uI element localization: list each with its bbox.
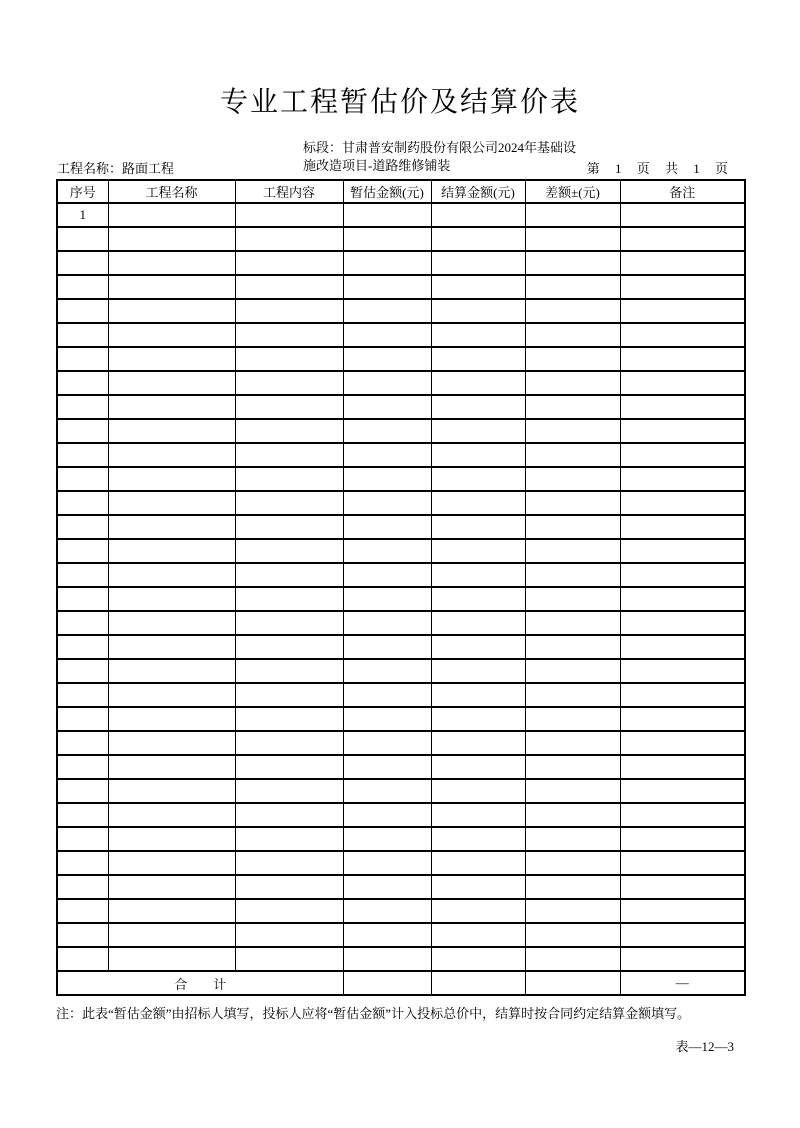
table-cell (525, 755, 620, 779)
table-row (57, 587, 745, 611)
table-row (57, 203, 745, 227)
table-row (57, 443, 745, 467)
table-cell (343, 923, 431, 947)
table-cell (525, 227, 620, 251)
table-cell (525, 491, 620, 515)
table-cell (620, 587, 745, 611)
table-cell (431, 779, 525, 803)
page-indicator-word: 共 (664, 161, 678, 176)
header-meta (56, 139, 744, 179)
table-cell (525, 875, 620, 899)
table-cell (525, 251, 620, 275)
table-cell (108, 923, 235, 947)
total-remark-cell: — (620, 971, 745, 995)
table-row (57, 251, 745, 275)
table-cell (525, 275, 620, 299)
footnote: 注：此表“暂估金额”由招标人填写，投标人应将“暂估金额”计入投标总价中，结算时按合同约定结算金额填写。 (56, 1006, 691, 1021)
table-cell (620, 731, 745, 755)
cell-serial (57, 419, 108, 443)
table-row (57, 899, 745, 923)
table-cell (620, 371, 745, 395)
table-cell (343, 491, 431, 515)
table-cell (235, 827, 343, 851)
table-row (57, 491, 745, 515)
table-cell (525, 683, 620, 707)
col-header-project-name: 工程名称 (108, 180, 235, 203)
table-cell (343, 611, 431, 635)
cell-serial (57, 827, 108, 851)
table-cell (431, 347, 525, 371)
table-cell (620, 419, 745, 443)
cell-serial (57, 803, 108, 827)
table-cell (620, 827, 745, 851)
table-cell (431, 467, 525, 491)
table-cell (108, 851, 235, 875)
table-cell (343, 707, 431, 731)
cell-serial (57, 347, 108, 371)
cell-serial (57, 611, 108, 635)
cell-serial (57, 227, 108, 251)
cell-serial (57, 371, 108, 395)
table-cell (343, 203, 431, 227)
table-cell (525, 635, 620, 659)
page-total: 1 (693, 161, 700, 176)
table-cell (620, 539, 745, 563)
table-cell (620, 491, 745, 515)
estimate-table (56, 179, 746, 996)
table-cell (343, 299, 431, 323)
table-cell (108, 563, 235, 587)
table-cell (525, 347, 620, 371)
table-cell (525, 563, 620, 587)
table-cell (235, 659, 343, 683)
table-cell (431, 683, 525, 707)
table-cell (431, 539, 525, 563)
cell-serial (57, 635, 108, 659)
table-cell (108, 371, 235, 395)
table-cell (343, 515, 431, 539)
table-row (57, 347, 745, 371)
project-name (57, 160, 174, 178)
table-cell (235, 227, 343, 251)
table-cell (235, 563, 343, 587)
cell-serial (57, 395, 108, 419)
table-cell (108, 683, 235, 707)
cell-serial (57, 683, 108, 707)
col-header-serial: 序号 (57, 180, 108, 203)
table-cell (235, 323, 343, 347)
col-header-difference: 差额±(元) (525, 180, 620, 203)
table-cell (620, 779, 745, 803)
table-cell (343, 635, 431, 659)
table-cell (431, 443, 525, 467)
table-cell (525, 851, 620, 875)
table-cell (431, 611, 525, 635)
table-cell (431, 755, 525, 779)
table-cell (108, 491, 235, 515)
table-cell (620, 299, 745, 323)
table-cell (620, 923, 745, 947)
table-cell (108, 419, 235, 443)
cell-serial (57, 755, 108, 779)
table-cell (108, 467, 235, 491)
table-row (57, 275, 745, 299)
table-cell (343, 347, 431, 371)
table-cell (235, 683, 343, 707)
table-cell (108, 947, 235, 971)
cell-serial (57, 587, 108, 611)
table-cell (108, 539, 235, 563)
table-cell (431, 203, 525, 227)
cell-serial (57, 707, 108, 731)
table-row (57, 539, 745, 563)
table-cell (525, 611, 620, 635)
table-cell (343, 419, 431, 443)
table-cell (431, 899, 525, 923)
table-cell (620, 659, 745, 683)
col-header-work-content: 工程内容 (235, 180, 343, 203)
table-cell (343, 443, 431, 467)
table-cell (343, 323, 431, 347)
table-cell (343, 779, 431, 803)
table-cell (525, 947, 620, 971)
table-cell (343, 803, 431, 827)
table-row (57, 875, 745, 899)
table-cell (108, 827, 235, 851)
table-cell (431, 275, 525, 299)
table-cell (431, 659, 525, 683)
table-row (57, 227, 745, 251)
table-cell (431, 827, 525, 851)
table-cell (108, 443, 235, 467)
table-cell (235, 419, 343, 443)
table-cell (343, 467, 431, 491)
table-cell (235, 875, 343, 899)
table-cell (431, 803, 525, 827)
project-name-value: 路面工程 (122, 161, 175, 176)
table-row (57, 683, 745, 707)
table-cell (235, 491, 343, 515)
table-row (57, 419, 745, 443)
table-cell (235, 203, 343, 227)
table-row (57, 563, 745, 587)
col-header-remark: 备注 (620, 180, 745, 203)
table-cell (431, 323, 525, 347)
table-cell (343, 227, 431, 251)
col-header-estimate-amount: 暂估金额(元) (343, 180, 431, 203)
table-cell (108, 779, 235, 803)
project-name-label: 工程名称： (57, 161, 123, 176)
total-settlement-cell (431, 971, 525, 995)
table-cell (620, 803, 745, 827)
cell-serial (57, 731, 108, 755)
table-cell (235, 803, 343, 827)
table-cell (525, 323, 620, 347)
col-header-settlement-amount: 结算金额(元) (431, 180, 525, 203)
table-row (57, 803, 745, 827)
table-cell (525, 539, 620, 563)
table-cell (431, 923, 525, 947)
table-cell (620, 467, 745, 491)
table-cell (620, 851, 745, 875)
cell-serial (57, 467, 108, 491)
table-cell (235, 755, 343, 779)
table-cell (343, 563, 431, 587)
table-cell (235, 395, 343, 419)
table-row (57, 827, 745, 851)
table-cell (343, 947, 431, 971)
table-cell (431, 947, 525, 971)
page-indicator-word: 页 (636, 161, 650, 176)
table-cell (108, 323, 235, 347)
table-cell (235, 251, 343, 275)
table-cell (108, 251, 235, 275)
cell-serial (57, 923, 108, 947)
table-cell (108, 755, 235, 779)
table-row (57, 299, 745, 323)
cell-serial (57, 323, 108, 347)
total-estimate-cell (343, 971, 431, 995)
table-cell (525, 899, 620, 923)
table-cell (620, 251, 745, 275)
cell-serial (57, 947, 108, 971)
table-cell (343, 251, 431, 275)
table-cell (620, 323, 745, 347)
page-indicator-word: 页 (714, 161, 728, 176)
table-cell (620, 611, 745, 635)
table-cell (235, 635, 343, 659)
table-body (57, 203, 745, 971)
table-cell (343, 851, 431, 875)
table-cell (343, 683, 431, 707)
table-row (57, 755, 745, 779)
cell-serial (57, 899, 108, 923)
cell-serial (57, 299, 108, 323)
cell-serial (57, 251, 108, 275)
table-cell (343, 275, 431, 299)
table-row (57, 323, 745, 347)
table-row (57, 611, 745, 635)
table-cell (235, 899, 343, 923)
table-cell (343, 899, 431, 923)
cell-serial (57, 443, 108, 467)
table-cell (235, 371, 343, 395)
table-cell (108, 227, 235, 251)
header-row (57, 180, 745, 203)
table-cell (525, 371, 620, 395)
table-cell (525, 299, 620, 323)
cell-serial (57, 275, 108, 299)
table-cell (525, 827, 620, 851)
table-row (57, 395, 745, 419)
table-cell (108, 587, 235, 611)
table-row (57, 779, 745, 803)
table-cell (431, 707, 525, 731)
table-cell (525, 203, 620, 227)
cell-serial (57, 491, 108, 515)
cell-serial: 1 (57, 203, 108, 227)
table-cell (343, 539, 431, 563)
table-row (57, 923, 745, 947)
table-cell (431, 515, 525, 539)
table-cell (620, 515, 745, 539)
cell-serial (57, 539, 108, 563)
form-title: 专业工程暂估价及结算价表 (219, 87, 580, 118)
table-cell (620, 875, 745, 899)
table-cell (620, 443, 745, 467)
cell-serial (57, 515, 108, 539)
table-cell (525, 443, 620, 467)
table-cell (431, 227, 525, 251)
table-cell (235, 443, 343, 467)
table-cell (525, 923, 620, 947)
section-name (303, 139, 576, 175)
table-cell (108, 347, 235, 371)
table-cell (235, 587, 343, 611)
table-cell (108, 635, 235, 659)
table-cell (431, 851, 525, 875)
table-cell (343, 731, 431, 755)
section-name-line-2: 施改造项目-道路维修铺装 (303, 158, 451, 173)
table-cell (235, 611, 343, 635)
table-cell (525, 467, 620, 491)
table-cell (431, 731, 525, 755)
table-cell (108, 611, 235, 635)
table-row (57, 515, 745, 539)
doc-number: 表—12—3 (675, 1039, 734, 1054)
table-cell (431, 875, 525, 899)
table-cell (343, 659, 431, 683)
table-cell (525, 515, 620, 539)
table-cell (620, 395, 745, 419)
table-cell (620, 947, 745, 971)
table-cell (620, 227, 745, 251)
table-cell (235, 731, 343, 755)
table-cell (525, 779, 620, 803)
table-cell (235, 947, 343, 971)
table-cell (620, 635, 745, 659)
table-row (57, 731, 745, 755)
table-row (57, 947, 745, 971)
table-cell (431, 395, 525, 419)
table-cell (235, 851, 343, 875)
table-row (57, 659, 745, 683)
table-cell (525, 659, 620, 683)
table-cell (108, 299, 235, 323)
table-cell (235, 275, 343, 299)
table-cell (108, 707, 235, 731)
table-cell (343, 827, 431, 851)
table-cell (235, 779, 343, 803)
table-cell (343, 395, 431, 419)
table-cell (108, 515, 235, 539)
table-cell (431, 419, 525, 443)
table-cell (235, 923, 343, 947)
table-cell (108, 731, 235, 755)
page-indicator (587, 160, 728, 178)
table-cell (620, 707, 745, 731)
total-difference-cell (525, 971, 620, 995)
total-row (57, 971, 745, 995)
table-cell (431, 491, 525, 515)
table-cell (620, 347, 745, 371)
table-cell (431, 251, 525, 275)
table-cell (431, 299, 525, 323)
table-row (57, 851, 745, 875)
page-current: 1 (614, 161, 622, 176)
table-cell (108, 275, 235, 299)
table-row (57, 707, 745, 731)
table-cell (431, 635, 525, 659)
cell-serial (57, 659, 108, 683)
table-cell (108, 203, 235, 227)
table-cell (108, 659, 235, 683)
table-row (57, 467, 745, 491)
table-cell (620, 275, 745, 299)
table-row (57, 635, 745, 659)
table-cell (525, 395, 620, 419)
table-cell (620, 203, 745, 227)
table-cell (525, 587, 620, 611)
table-cell (235, 515, 343, 539)
table-cell (431, 563, 525, 587)
total-label-cell: 合 计 (57, 971, 343, 995)
section-name-line-1: 标段：甘肃普安制药股份有限公司2024年基础设 (303, 140, 577, 155)
page-indicator-word: 第 (586, 161, 600, 176)
table-cell (235, 539, 343, 563)
table-cell (343, 587, 431, 611)
cell-serial (57, 563, 108, 587)
table-cell (525, 707, 620, 731)
table-cell (343, 371, 431, 395)
table-cell (525, 803, 620, 827)
table-row (57, 371, 745, 395)
table-cell (108, 395, 235, 419)
table-cell (620, 563, 745, 587)
table-cell (235, 347, 343, 371)
cell-serial (57, 779, 108, 803)
table-cell (431, 371, 525, 395)
table-cell (108, 803, 235, 827)
table-cell (525, 731, 620, 755)
cell-serial (57, 851, 108, 875)
table-cell (525, 419, 620, 443)
cell-serial (57, 875, 108, 899)
table-cell (235, 467, 343, 491)
table-cell (235, 707, 343, 731)
table-cell (431, 587, 525, 611)
table-cell (343, 755, 431, 779)
table-cell (235, 299, 343, 323)
table-cell (620, 899, 745, 923)
table-cell (620, 683, 745, 707)
table-cell (620, 755, 745, 779)
table-cell (108, 875, 235, 899)
table-cell (343, 875, 431, 899)
table-cell (108, 899, 235, 923)
